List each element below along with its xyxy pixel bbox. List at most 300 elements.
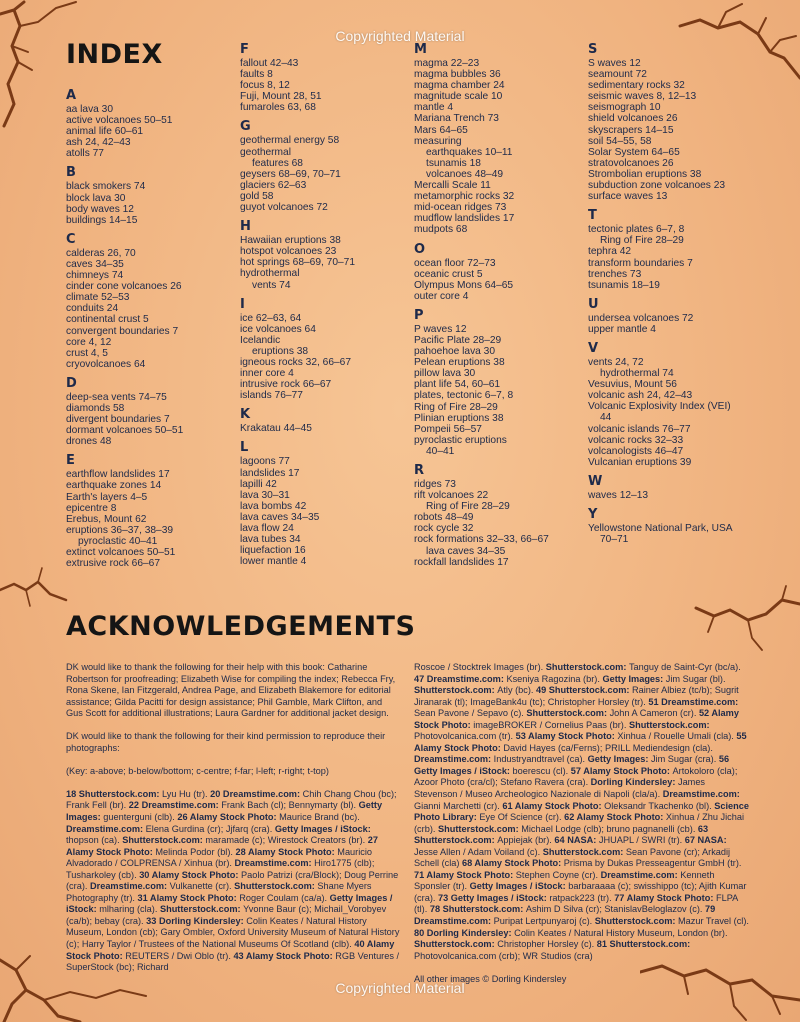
credit-detail: Ashim D Silva (cr); StanislavBeloglazov (c). — [525, 904, 706, 915]
watermark-top: Copyrighted Material — [335, 28, 465, 44]
index-entry: ash 24, 42–43 — [66, 137, 131, 149]
index-entry: core 4, 12 — [66, 336, 112, 348]
credit-source: 47 Dreamstime.com: — [414, 673, 507, 684]
credit-source: 31 Alamy Stock Photo: — [137, 892, 240, 903]
index-entry: P waves 12 — [414, 323, 467, 335]
credit-source: 55 Alamy Stock Photo: — [414, 731, 747, 753]
credit-source: 27 Alamy Stock Photo: — [66, 835, 378, 857]
credit-source: Shutterstock.com: — [594, 916, 678, 927]
credit-source: Shutterstock.com: — [122, 835, 206, 846]
index-section-h — [240, 219, 408, 290]
index-letter-heading: D — [66, 375, 77, 391]
credit-source: Getty Images / iStock: — [274, 823, 371, 834]
index-entry: mid-ocean ridges 73 — [414, 202, 507, 214]
credit-source: 53 Alamy Stock Photo: — [515, 731, 618, 742]
index-entry: body waves 12 — [66, 203, 134, 215]
credit-source: Dreamstime.com: — [600, 869, 681, 880]
index-entry: pillow lava 30 — [414, 368, 476, 380]
index-entry: Volcanic Explosivity Index (VEI) — [588, 401, 731, 413]
credit-source: 77 Alamy Stock Photo: — [614, 892, 716, 903]
credit-source: 18 Shutterstock.com: — [66, 788, 162, 799]
credit-source: 33 Dorling Kindersley: — [146, 915, 247, 926]
credit-detail: Xinhua / Rouelle Umali (cla). — [617, 731, 737, 742]
index-section-t — [588, 208, 788, 291]
credit-detail: JHUAPL / SWRI (tr). — [598, 835, 685, 846]
index-entry: geysers 68–69, 70–71 — [240, 168, 341, 180]
index-entry: Ring of Fire 28–29 — [600, 235, 684, 247]
credit-source: Science Photo Library: — [414, 800, 749, 823]
index-letter-heading: R — [414, 463, 425, 478]
credit-source: Getty Images: — [66, 800, 383, 822]
index-entry: rockfall landslides 17 — [414, 556, 509, 568]
credit-detail: Sean Pavone (cr); Arkadij Schell (cla) — [414, 846, 731, 869]
credit-source: Shutterstock.com: — [414, 685, 498, 696]
index-entry: earthquakes 10–11 — [426, 146, 513, 158]
credit-source: 62 Alamy Stock Photo: — [564, 812, 666, 823]
index-entry: lava caves 34–35 — [426, 545, 506, 557]
credit-detail: Roger Coulam (ca/a). — [239, 892, 330, 903]
credit-detail: Xinhua / Zhu Jichai (crb). — [414, 812, 745, 834]
credit-detail: James Stevenson / Museo Archeologico Nazionale di Napoli (cla/a). — [414, 777, 706, 800]
index-entry: skyscrapers 14–15 — [588, 124, 674, 136]
index-section-s — [588, 42, 788, 202]
credit-detail: barbaraaaa (c); swisshippo (tc); Ajith Kumar (cra). — [414, 881, 747, 903]
credit-source: 57 Alamy Stock Photo: — [570, 765, 673, 776]
index-entry: continental crust 5 — [66, 314, 149, 326]
index-entry: lava 30–31 — [240, 489, 290, 501]
credit-source: 80 Dorling Kindersley: — [414, 927, 515, 938]
index-entry: islands 76–77 — [240, 390, 303, 402]
credit-detail: RGB Ventures / SuperStock (bc); Richard — [66, 950, 400, 973]
index-entry: pyroclastic 40–41 — [78, 535, 158, 547]
credit-detail: Kseniya Ragozina (br). — [506, 673, 603, 684]
credit-detail: Hiro1775 (clb); Tusharkoley (cb). — [66, 858, 375, 880]
index-entry: 70–71 — [600, 534, 629, 546]
index-entry: conduits 24 — [66, 303, 119, 315]
index-entry: volcanoes 48–49 — [426, 168, 504, 180]
index-section-v — [588, 341, 788, 468]
credit-detail: Industryandtravel (ca). — [493, 754, 588, 765]
credit-source: 71 Alamy Stock Photo: — [414, 869, 516, 880]
credit-source: Shutterstock.com: — [234, 881, 318, 892]
credit-detail: David Hayes (ca/Ferns); PRILL Mediendesign (cla). — [503, 742, 713, 753]
credit-detail: Paolo Patrizi (cra/Block); Doug Perrine (cra). — [66, 869, 399, 892]
credit-detail: Photovolcanica.com (crb); WR Studios (cra) — [414, 950, 593, 961]
credit-detail: Photovolcanica.com (tr). — [414, 731, 516, 742]
index-entry: magma chamber 24 — [414, 80, 505, 92]
index-section-u — [588, 297, 788, 335]
index-entry: lapilli 42 — [240, 478, 277, 490]
index-entry: landslides 17 — [240, 467, 300, 479]
index-entry: faults 8 — [240, 69, 273, 81]
credit-detail: ratpack223 (tr). — [549, 892, 615, 903]
index-entry: volcanic islands 76–77 — [588, 423, 691, 435]
index-section-g — [240, 119, 408, 213]
thanks-paragraph: DK would like to thank the following for their help with this book: Catharine Robertson for proofreading; Elizabeth Wise for compiling the index; Rebecca Fry, Rona Skene, Ian Fitzgerald, Andrea Page, and Elizabeth Blakemore for editorial assistance; Gilda Pacitti for design assistance; Phil Gamble, Mark Clifton, and Gus Scott for additional illustrations; Laura Gardner for additional jacket design. — [66, 662, 396, 719]
index-entry: intrusive rock 66–67 — [240, 379, 332, 391]
index-entry: pyroclastic eruptions — [414, 434, 507, 446]
credit-source: Getty Images / iStock: — [66, 892, 393, 915]
credit-source: 73 Getty Images / iStock: — [438, 892, 550, 903]
index-entry: Pacific Plate 28–29 — [414, 334, 502, 346]
key-paragraph: (Key: a-above; b-below/bottom; c-centre; f-far; l-left; r-right; t-top) — [66, 765, 329, 776]
credit-source: 26 Alamy Stock Photo: — [177, 811, 280, 822]
credit-detail: Appiejak (br). — [497, 835, 555, 846]
credit-source: 68 Alamy Stock Photo: — [462, 858, 564, 869]
credit-source: Dreamstime.com: — [66, 823, 146, 834]
credit-source: 52 Alamy Stock Photo: — [414, 708, 739, 730]
credit-detail: Kenneth Sponsler (tr). — [414, 869, 715, 892]
credit-detail: imageBROKER / Cornelius Paas (br). — [473, 719, 629, 730]
credit-source: Getty Images: — [602, 673, 666, 684]
index-entry: tsunamis 18 — [426, 157, 481, 169]
credit-source: 79 Dreamstime.com: — [414, 904, 716, 927]
index-section-o — [414, 242, 582, 302]
index-entry: lava caves 34–35 — [240, 511, 320, 523]
index-section-w — [588, 474, 788, 501]
credit-source: Shutterstock.com: — [414, 939, 498, 950]
index-column-3 — [414, 42, 582, 574]
credit-source: Shutterstock.com: — [628, 719, 710, 730]
index-entry: buildings 14–15 — [66, 214, 138, 226]
index-entry: Icelandic — [240, 334, 281, 346]
credit-source: Dreamstime.com: — [662, 789, 740, 800]
index-entry: Mercalli Scale 11 — [414, 180, 491, 192]
index-column-1 — [66, 88, 234, 575]
index-entry: vents 74 — [252, 279, 291, 291]
credit-source: 64 NASA: — [554, 835, 599, 846]
credit-detail: Oleksandr Tkachenko (bl). — [604, 800, 715, 811]
index-entry: Mariana Trench 73 — [414, 113, 499, 125]
index-entry: 44 — [600, 412, 612, 424]
index-entry: Earth's layers 4–5 — [66, 491, 148, 503]
index-entry: earthquake zones 14 — [66, 480, 162, 492]
index-entry: shield volcanoes 26 — [588, 113, 678, 125]
index-entry: extinct volcanoes 50–51 — [66, 547, 176, 558]
credit-source: Dreamstime.com: — [414, 754, 494, 765]
credit-detail: Lyu Hu (tr). — [161, 788, 211, 799]
credit-source: 78 Shutterstock.com: — [429, 904, 526, 915]
index-entry: Pelean eruptions 38 — [414, 357, 505, 369]
index-entry: fallout 42–43 — [240, 58, 299, 69]
index-entry: outer core 4 — [414, 290, 469, 302]
index-entry: tsunamis 18–19 — [588, 279, 660, 291]
index-entry: plant life 54, 60–61 — [414, 379, 501, 391]
index-letter-heading: Y — [588, 507, 598, 522]
index-letter-heading: B — [66, 165, 76, 181]
index-letter-heading: V — [588, 340, 599, 356]
index-entry: rock cycle 32 — [414, 523, 474, 535]
index-entry: Yellowstone National Park, USA — [588, 523, 733, 534]
credit-source: 30 Alamy Stock Photo: — [139, 869, 241, 880]
index-entry: black smokers 74 — [66, 181, 146, 193]
index-entry: hotspot volcanoes 23 — [240, 246, 337, 258]
index-entry: guyot volcanoes 72 — [240, 202, 328, 214]
index-entry: volcanic ash 24, 42–43 — [588, 390, 693, 402]
index-entry: gold 58 — [240, 190, 274, 202]
credit-detail: Prisma by Dukas Presseagentur GmbH (tr). — [563, 858, 742, 869]
credit-detail: Atly (bc). — [497, 685, 537, 696]
index-entry: sedimentary rocks 32 — [588, 80, 685, 92]
credit-detail: Tanguy de Saint-Cyr (bc/a). — [628, 662, 741, 672]
index-entry: Vulcanian eruptions 39 — [588, 456, 692, 468]
credit-detail: Yvonne Baur (c); Michail_Vorobyev (ca/b); bebay (cra). — [66, 904, 387, 926]
index-entry: vents 24, 72 — [588, 356, 644, 368]
index-letter-heading: W — [588, 473, 603, 489]
credit-detail: Jesse Allen / Adam Voiland (c). — [414, 846, 543, 857]
index-entry: Ring of Fire 28–29 — [414, 401, 498, 413]
index-entry: tephra 42 — [588, 246, 632, 258]
index-letter-heading: U — [588, 296, 599, 312]
credit-detail: Artokoloro (cla); Azoor Photo (cra/cl); Stefano Ravera (cra). — [414, 765, 738, 788]
watermark-bottom: Copyrighted Material — [335, 980, 465, 996]
credit-detail: thopson (ca). — [66, 835, 123, 846]
index-entry: plates, tectonic 6–7, 8 — [414, 390, 514, 402]
credit-detail: Vulkanette (cr). — [169, 881, 235, 892]
credit-detail: Melinda Podor (bl). — [155, 846, 236, 857]
credit-detail: Chih Chang Chou (bc); Frank Fell (br). — [66, 788, 397, 811]
credit-detail: boerescu (cl). — [512, 765, 571, 776]
credit-detail: Colin Keates / Natural History Museum, London (cb); Gary Ombler, Oxford University Museum of Natural History (c); Harry Taylor / Trustees of the National Museums Of Scotland (clb). — [66, 915, 400, 949]
index-section-m — [414, 42, 582, 236]
credit-detail: Stephen Coyne (cr). — [515, 869, 601, 880]
index-entry: transform boundaries 7 — [588, 257, 693, 269]
index-section-k — [240, 407, 408, 434]
index-entry: S waves 12 — [588, 58, 641, 69]
index-entry: lava bombs 42 — [240, 500, 307, 512]
credit-source: Getty Images: — [587, 754, 651, 765]
index-entry: ridges 73 — [414, 479, 456, 490]
crack-decoration-middle-right — [690, 580, 800, 660]
index-letter-heading: E — [66, 453, 75, 469]
index-entry: animal life 60–61 — [66, 126, 144, 138]
index-entry: ice 62–63, 64 — [240, 312, 302, 324]
index-entry: mudpots 68 — [414, 224, 468, 236]
index-entry: metamorphic rocks 32 — [414, 191, 515, 203]
index-entry: rift volcanoes 22 — [414, 490, 489, 502]
index-entry: trenches 73 — [588, 268, 642, 280]
index-entry: oceanic crust 5 — [414, 268, 483, 280]
permission-paragraph: DK would like to thank the following for their kind permission to reproduce their photographs: — [66, 731, 386, 753]
index-entry: diamonds 58 — [66, 402, 125, 414]
credit-detail: Sean Pavone / Sepavo (c). — [414, 708, 527, 719]
index-entry: cryovolcanoes 64 — [66, 358, 146, 370]
index-entry: undersea volcanoes 72 — [588, 312, 694, 324]
index-entry: hydrothermal — [240, 268, 300, 280]
index-entry: Solar System 64–65 — [588, 146, 680, 158]
credit-detail: mlharing (cla). — [99, 904, 160, 915]
index-entry: Fuji, Mount 28, 51 — [240, 91, 322, 103]
index-entry: eruptions 38 — [252, 345, 309, 357]
index-entry: cinder cone volcanoes 26 — [66, 281, 182, 293]
index-letter-heading: G — [240, 119, 251, 135]
index-entry: measuring — [414, 135, 462, 147]
index-entry: liquefaction 16 — [240, 545, 306, 557]
index-entry: Strombolian eruptions 38 — [588, 168, 702, 180]
credit-detail: Frank Bach (cl); Bennymarty (bl). — [221, 800, 359, 811]
index-title: INDEX — [66, 39, 163, 70]
credits-left — [66, 789, 400, 974]
index-entry: divergent boundaries 7 — [66, 414, 170, 426]
credit-detail: Jim Sugar (bl). — [665, 673, 726, 684]
index-entry: tectonic plates 6–7, 8 — [588, 224, 685, 236]
index-entry: deep-sea vents 74–75 — [66, 391, 167, 403]
acknowledgements-title: ACKNOWLEDGEMENTS — [66, 611, 416, 642]
index-entry: seismograph 10 — [588, 102, 661, 114]
index-entry: lava tubes 34 — [240, 534, 301, 546]
credit-source: Dreamstime.com: — [234, 858, 315, 869]
credit-detail: Shane Myers Photography (tr). — [66, 881, 372, 903]
index-letter-heading: K — [240, 407, 251, 423]
index-entry: subduction zone volcanoes 23 — [588, 180, 726, 192]
index-letter-heading: O — [414, 241, 426, 257]
credit-source: 22 Dreamstime.com: — [128, 800, 222, 811]
credit-detail: Rainer Albiez (tc/b); Sugrit Jiranarak (tl); ImageBank4u (tc); Christopher Horsley (tr). — [414, 685, 739, 707]
index-entry: Ring of Fire 28–29 — [426, 501, 510, 513]
credit-source: 67 NASA: — [684, 835, 727, 846]
index-section-p — [414, 308, 582, 457]
index-entry: seamount 72 — [588, 69, 647, 81]
credit-source: Dreamstime.com: — [90, 881, 170, 892]
index-entry: Vesuvius, Mount 56 — [588, 379, 677, 391]
index-entry: inner core 4 — [240, 368, 294, 380]
index-entry: glaciers 62–63 — [240, 179, 307, 191]
credit-detail: Christopher Horsley (c). — [497, 939, 597, 950]
index-letter-heading: P — [414, 307, 424, 323]
index-letter-heading: I — [240, 296, 245, 312]
acknowledgements-right-column — [414, 662, 750, 997]
credit-source: Dorling Kindersley: — [590, 777, 678, 788]
credit-detail: guenterguni (clb). — [103, 811, 178, 822]
credit-source: 40 Alamy Stock Photo: — [66, 938, 395, 961]
index-entry: lagoons 77 — [240, 456, 290, 468]
index-entry: active volcanoes 50–51 — [66, 115, 173, 127]
index-letter-heading: S — [588, 42, 598, 57]
index-entry: robots 48–49 — [414, 512, 474, 524]
index-letter-heading: C — [66, 231, 76, 247]
index-entry: surface waves 13 — [588, 191, 668, 203]
index-section-r — [414, 463, 582, 568]
credit-source: 28 Alamy Stock Photo: — [235, 846, 338, 857]
index-entry: caves 34–35 — [66, 258, 124, 270]
index-letter-heading: L — [240, 440, 249, 456]
credit-detail: Mauricio Alvadorado / COLPRENSA / Xinhua (br). — [66, 846, 373, 869]
index-entry: fumaroles 63, 68 — [240, 102, 316, 114]
index-entry: geothermal — [240, 146, 291, 158]
credit-detail: Roscoe / Stocktrek Images (br). — [414, 662, 546, 672]
credit-source: 20 Dreamstime.com: — [210, 788, 303, 799]
index-entry: Hawaiian eruptions 38 — [240, 235, 341, 247]
index-entry: Krakatau 44–45 — [240, 423, 312, 435]
credit-source: Shutterstock.com: — [542, 846, 626, 857]
index-entry: earthflow landslides 17 — [66, 469, 170, 481]
credit-detail: REUTERS / Dwi Oblo (tr). — [125, 950, 234, 961]
index-entry: dormant volcanoes 50–51 — [66, 425, 184, 437]
index-section-a — [66, 88, 234, 159]
credit-source: 49 Shutterstock.com: — [536, 685, 632, 696]
index-entry: extrusive rock 66–67 — [66, 558, 161, 570]
index-section-c — [66, 232, 234, 370]
index-entry: calderas 26, 70 — [66, 247, 136, 259]
credit-source: 43 Alamy Stock Photo: — [233, 950, 336, 961]
credits-right — [414, 662, 750, 962]
credit-detail: Jim Sugar (cra). — [650, 754, 719, 765]
index-entry: volcanic rocks 32–33 — [588, 434, 684, 446]
index-entry: Mars 64–65 — [414, 124, 468, 136]
index-entry: 40–41 — [426, 445, 455, 457]
credit-detail: Eye Of Science (cr). — [479, 812, 565, 823]
index-entry: ocean floor 72–73 — [414, 257, 496, 269]
index-entry: block lava 30 — [66, 192, 126, 204]
index-entry: aa lava 30 — [66, 104, 114, 115]
index-section-d — [66, 376, 234, 447]
index-letter-heading: F — [240, 42, 249, 57]
index-entry: crust 4, 5 — [66, 347, 108, 359]
index-entry: Olympus Mons 64–65 — [414, 279, 514, 291]
index-section-i — [240, 297, 408, 402]
index-letter-heading: M — [414, 42, 427, 57]
index-column-2 — [240, 42, 408, 573]
index-entry: climate 52–53 — [66, 292, 130, 304]
credit-source: Shutterstock.com: — [526, 708, 610, 719]
credit-source: 61 Alamy Stock Photo: — [502, 800, 605, 811]
index-letter-heading: H — [240, 219, 251, 235]
index-entry: atolls 77 — [66, 148, 104, 160]
index-column-4 — [588, 42, 788, 551]
index-entry: drones 48 — [66, 436, 112, 448]
credit-source: 56 Getty Images / iStock: — [414, 754, 730, 776]
credit-detail: Colin Keates / Natural History Museum, London (br). — [514, 927, 728, 938]
index-section-l — [240, 440, 408, 567]
index-entry: chimneys 74 — [66, 270, 124, 282]
index-letter-heading: T — [588, 208, 597, 224]
index-entry: geothermal energy 58 — [240, 135, 340, 147]
credit-detail: Maurice Brand (bc). — [279, 811, 360, 822]
index-entry: Erebus, Mount 62 — [66, 513, 147, 525]
index-entry: convergent boundaries 7 — [66, 325, 179, 337]
index-entry: mantle 4 — [414, 102, 454, 114]
index-entry: mudflow landslides 17 — [414, 213, 515, 225]
credit-source: Shutterstock.com: — [159, 904, 244, 915]
index-entry: magnitude scale 10 — [414, 91, 503, 103]
index-section-y — [588, 507, 788, 545]
index-entry: seismic waves 8, 12–13 — [588, 91, 697, 103]
index-entry: rock formations 32–33, 66–67 — [414, 534, 549, 546]
other-images-note: All other images © Dorling Kindersley — [414, 973, 567, 984]
credit-detail: Puripat Lertpunyaroj (c). — [493, 916, 595, 927]
index-entry: Plinian eruptions 38 — [414, 412, 504, 424]
acknowledgements-left-column — [66, 662, 400, 985]
index-letter-heading: A — [66, 88, 77, 103]
index-entry: epicentre 8 — [66, 502, 117, 514]
credit-detail: John A Cameron (cr). — [609, 708, 699, 719]
index-entry: stratovolcanoes 26 — [588, 157, 674, 169]
index-entry: eruptions 36–37, 38–39 — [66, 524, 174, 536]
credit-detail: Gianni Marchetti (cr). — [414, 800, 503, 811]
credit-detail: maramade (c); Wirestock Creators (br). — [205, 835, 368, 846]
index-entry: pahoehoe lava 30 — [414, 346, 496, 358]
index-section-f — [240, 42, 408, 113]
index-entry: waves 12–13 — [588, 489, 649, 501]
index-entry: focus 8, 12 — [240, 80, 290, 92]
index-entry: lava flow 24 — [240, 523, 294, 534]
credit-source: 81 Shutterstock.com: — [596, 939, 691, 950]
index-entry: hot springs 68–69, 70–71 — [240, 257, 355, 269]
credit-detail: Mazur Travel (cl). — [677, 916, 749, 927]
index-entry: igneous rocks 32, 66–67 — [240, 356, 352, 368]
index-entry: upper mantle 4 — [588, 323, 656, 335]
index-entry: magma bubbles 36 — [414, 69, 501, 81]
